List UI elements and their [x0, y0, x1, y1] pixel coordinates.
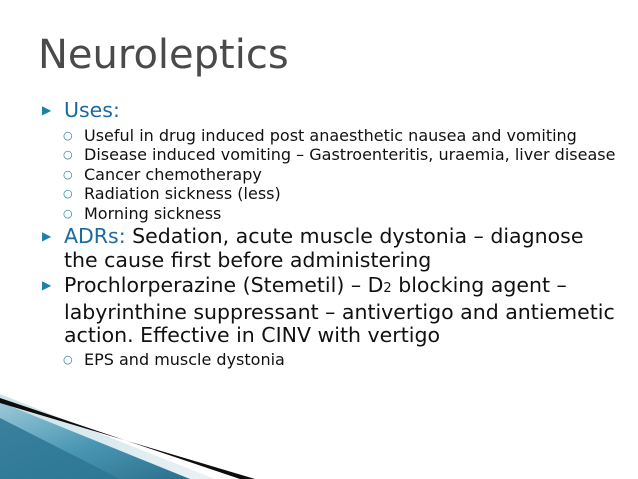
bullet-text: Prochlorperazine (Stemetil) – D — [64, 273, 384, 297]
ring-bullet-icon: ○ — [63, 128, 73, 142]
ring-bullet-icon: ○ — [63, 167, 73, 181]
list-item: ○ EPS and muscle dystonia — [63, 349, 285, 369]
bullet-keyword: ADRs: — [64, 224, 126, 248]
list-item: ○ Radiation sickness (less) — [63, 184, 281, 203]
ring-bullet-icon: ○ — [63, 148, 73, 161]
bullet-prochlorperazine — [40, 274, 620, 348]
list-item: ○ Cancer chemotherapy — [63, 164, 262, 184]
bullet-keyword: Uses: — [64, 98, 120, 122]
triangle-arrow-icon: ▶ — [42, 103, 52, 117]
list-item: ○ Useful in drug induced post anaesthetic nausea and vomiting — [63, 125, 577, 145]
ring-bullet-icon: ○ — [63, 187, 73, 200]
bullet-text-cont: blocking agent – labyrinthine suppressant – antivertigo and antiemetic action. Effective in CINV with vertigo — [64, 273, 615, 347]
uses-sublist — [40, 127, 620, 224]
bullet-text: Sedation, acute muscle dystonia – diagnose the cause first before administering — [64, 224, 584, 272]
prochlorperazine-sublist — [40, 351, 620, 370]
triangle-arrow-icon: ▶ — [42, 278, 52, 292]
slide-title: Neuroleptics — [38, 32, 289, 78]
triangle-arrow-icon: ▶ — [42, 229, 52, 243]
subscript: 2 — [383, 281, 392, 296]
bullet-adrs — [40, 225, 620, 272]
ring-bullet-icon: ○ — [63, 352, 73, 366]
bullet-uses — [40, 99, 620, 123]
ring-bullet-icon: ○ — [63, 206, 73, 220]
list-item: ○ Morning sickness — [63, 203, 222, 223]
slide-body — [40, 99, 620, 371]
list-item: ○ Disease induced vomiting – Gastroenteritis, uraemia, liver disease — [63, 145, 616, 164]
